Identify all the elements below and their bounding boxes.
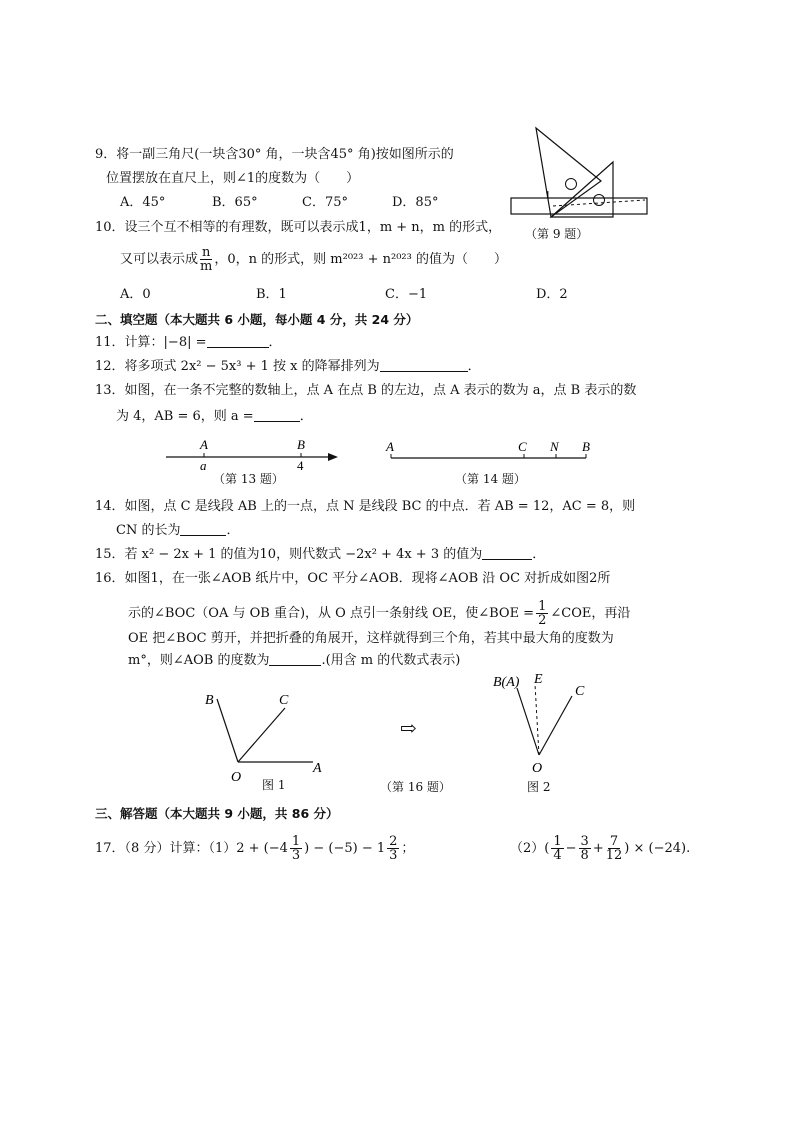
label-N: N xyxy=(550,439,559,454)
fraction xyxy=(579,835,591,862)
q13-number-line xyxy=(160,432,350,472)
label-BA: B(A) xyxy=(493,675,520,690)
q16-caption: （第 16 题） xyxy=(380,780,451,794)
answer-blank[interactable] xyxy=(207,334,269,348)
q9-option-b: B．65° xyxy=(212,195,258,210)
answer-blank[interactable] xyxy=(380,358,468,372)
q17-p1-b: ) − (−5) − 1 xyxy=(304,841,386,856)
denominator: 8 xyxy=(580,848,589,863)
q10-option-c: C．−1 xyxy=(385,287,428,302)
label-B: B xyxy=(297,437,305,452)
q16-line4-post: .(用含 m 的代数式表示) xyxy=(321,653,461,668)
fraction xyxy=(290,835,302,862)
numerator: 1 xyxy=(291,834,301,849)
denominator: m xyxy=(200,259,213,274)
ray-ob xyxy=(517,688,539,755)
q16-figure-2 xyxy=(488,664,598,772)
numerator: 2 xyxy=(389,834,398,849)
q17-p2-end: ) × (−24). xyxy=(624,841,691,856)
q9-figure xyxy=(505,122,655,222)
q10-line2-post: ，0，n 的形式，则 m²⁰²³ + n²⁰²³ 的值为（ ） xyxy=(214,252,507,267)
numerator: 1 xyxy=(553,834,562,849)
q10-line1: 10．设三个互不相等的有理数，既可以表示成1，m + n，m 的形式， xyxy=(95,220,502,235)
answer-blank[interactable] xyxy=(254,408,300,422)
q9-caption: （第 9 题） xyxy=(525,227,589,241)
answer-blank[interactable] xyxy=(180,522,226,536)
q9-option-c: C．75° xyxy=(302,195,348,210)
denominator: 4 xyxy=(553,848,562,863)
q17-part2 xyxy=(510,835,690,862)
ray-oc xyxy=(238,708,285,762)
label-A: A xyxy=(313,761,322,776)
answer-blank[interactable] xyxy=(269,652,321,666)
paren-open: ( xyxy=(544,841,550,856)
q13-line2-text: 为 4，AB = 6，则 a = xyxy=(116,409,254,424)
q12: 12．将多项式 2x² − 5x³ + 1 按 x 的降幂排列为 ． xyxy=(95,359,481,374)
q17-intro: 17．（8 分）计算：（1） xyxy=(95,841,237,856)
label-4: 4 xyxy=(297,458,304,472)
q11-text: 11．计算：|−8| = xyxy=(95,335,207,350)
q9-option-d: D．85° xyxy=(392,195,439,210)
fraction xyxy=(387,835,399,862)
q17-p1-end: ； xyxy=(401,841,415,856)
q14-caption: （第 14 题） xyxy=(455,472,526,486)
q16-line1: 16．如图1，在一张∠AOB 纸片中，OC 平分∠AOB．现将∠AOB 沿 OC 对折成如图2所 xyxy=(95,571,611,586)
q16-line4-pre: m°，则∠AOB 的度数为 xyxy=(128,653,270,668)
minus-sign: − xyxy=(565,841,577,856)
q16-line3: OE 把∠BOC 剪开，并把折叠的角展开，这样就得到三个角，若其中最大角的度数为 xyxy=(128,631,614,646)
q9-option-a: A．45° xyxy=(120,195,166,210)
q10-line2 xyxy=(120,246,507,273)
q9-line1: 9．将一副三角尺(一块含30° 角，一块含45° 角)按如图所示的 xyxy=(95,147,454,162)
q16-line2-post: ∠COE，再沿 xyxy=(550,606,631,621)
q13-line2: 为 4，AB = 6，则 a = ． xyxy=(116,409,313,424)
label-C: C xyxy=(279,693,289,708)
label-O: O xyxy=(532,761,543,772)
q16-half-fraction xyxy=(536,600,548,627)
numerator: 3 xyxy=(580,834,589,849)
section-2-heading: 二、填空题（本大题共 6 小题，每小题 4 分，共 24 分） xyxy=(95,312,419,327)
q13-line1: 13．如图，在一条不完整的数轴上，点 A 在点 B 的左边，点 A 表示的数为 a，点 B 表示的数 xyxy=(95,383,637,398)
section-3-heading: 三、解答题（本大题共 9 小题，共 86 分） xyxy=(95,806,339,821)
q14-line2-text: CN 的长为 xyxy=(116,523,181,538)
q16-line4 xyxy=(128,652,460,670)
q14-segment xyxy=(380,436,600,470)
q17-part1 xyxy=(95,835,414,862)
label-B: B xyxy=(205,693,214,708)
axis-arrow xyxy=(328,453,338,461)
q10-fraction xyxy=(200,246,212,273)
denominator: 2 xyxy=(538,613,547,628)
q12-text: 12．将多项式 2x² − 5x³ + 1 按 x 的降幂排列为 xyxy=(95,359,380,374)
angle-1-label: 1 xyxy=(545,189,551,201)
triangle-45 xyxy=(551,162,613,217)
label-O: O xyxy=(231,770,242,784)
q10-line2-pre: 又可以表示成 xyxy=(120,252,199,267)
q13-caption: （第 13 题） xyxy=(213,472,284,486)
answer-blank[interactable] xyxy=(482,546,532,560)
label-B: B xyxy=(582,439,590,454)
figure-1-label: 图 1 xyxy=(262,778,286,792)
label-a: a xyxy=(200,458,207,472)
triangle-hole xyxy=(594,195,605,206)
numerator: 1 xyxy=(538,599,547,614)
q15-text: 15．若 x² − 2x + 1 的值为10，则代数式 −2x² + 4x + 3 的值为 xyxy=(95,547,483,562)
q9-line2: 位置摆放在直尺上，则∠1的度数为（ ） xyxy=(106,171,360,186)
ray-oc xyxy=(539,696,572,755)
q17-p1-a: 2 + (−4 xyxy=(236,841,288,856)
label-C: C xyxy=(518,439,527,454)
triangle-hole xyxy=(566,179,577,190)
plus-sign: + xyxy=(592,841,604,856)
arrow-icon: ⇨ xyxy=(400,716,417,740)
q16-figure-1 xyxy=(195,682,335,784)
q16-line2 xyxy=(128,600,630,627)
q10-option-b: B．1 xyxy=(256,287,287,302)
denominator: 12 xyxy=(605,848,623,863)
q17-p2-label: （2） xyxy=(510,841,545,856)
denominator: 3 xyxy=(389,848,398,863)
q14-line2: CN 的长为 ． xyxy=(116,523,240,538)
label-A: A xyxy=(386,439,394,454)
ray-ob xyxy=(217,699,238,762)
q11: 11．计算：|−8| = ． xyxy=(95,335,282,350)
label-E: E xyxy=(534,672,543,687)
denominator: 3 xyxy=(291,848,301,863)
label-C: C xyxy=(575,684,585,699)
q10-option-d: D．2 xyxy=(536,287,568,302)
ruler xyxy=(511,198,647,214)
label-A: A xyxy=(200,437,208,452)
numerator: n xyxy=(202,245,211,260)
q14-line1: 14．如图，点 C 是线段 AB 上的一点，点 N 是线段 BC 的中点．若 AB = 12，AC = 8，则 xyxy=(95,499,636,514)
fraction xyxy=(551,835,563,862)
q15: 15．若 x² − 2x + 1 的值为10，则代数式 −2x² + 4x + 3 的值为 ． xyxy=(95,547,546,562)
numerator: 7 xyxy=(609,834,619,849)
figure-2-label: 图 2 xyxy=(527,780,551,794)
fraction xyxy=(606,835,623,862)
q16-line2-pre: 示的∠BOC（OA 与 OB 重合)，从 O 点引一条射线 OE，使∠BOE = xyxy=(128,606,535,621)
q10-option-a: A．0 xyxy=(120,287,151,302)
